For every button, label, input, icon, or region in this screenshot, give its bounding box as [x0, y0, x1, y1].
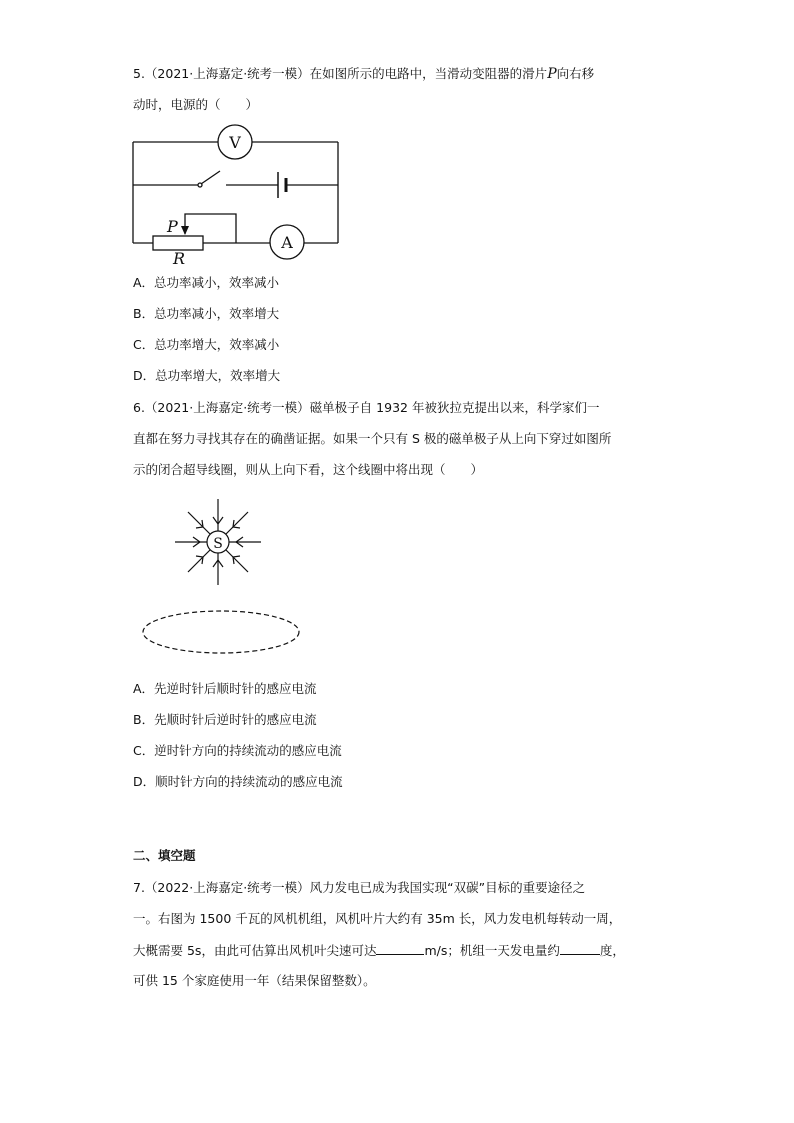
- q6-option-c[interactable]: C．逆时针方向的持续流动的感应电流: [133, 743, 342, 758]
- q6-option-a[interactable]: A．先逆时针后顺时针的感应电流: [133, 681, 317, 696]
- q6-monopole-diagram: [143, 499, 299, 653]
- answer-blank-energy[interactable]: [560, 942, 600, 955]
- q7-text-b: m/s；机组一天发电量约: [424, 943, 560, 958]
- superconducting-coil: [143, 611, 299, 653]
- resistor-label: R: [173, 249, 186, 268]
- q5-option-b[interactable]: B．总功率减小，效率增大: [133, 306, 280, 321]
- q5-option-d[interactable]: D．总功率增大，效率增大: [133, 368, 281, 383]
- field-line-sw: [188, 550, 210, 572]
- q7-stem-line1: 7.（2022·上海嘉定·统考一模）风力发电已成为我国实现“双碳”目标的重要途径之: [133, 880, 586, 895]
- q5-stem-text: 5.（2021·上海嘉定·统考一模）在如图所示的电路中，当滑动变阻器的滑片: [133, 66, 548, 81]
- q7-stem-line3: [133, 942, 625, 959]
- q5-option-c[interactable]: C．总功率增大，效率减小: [133, 337, 280, 352]
- voltmeter-label: V: [229, 133, 241, 152]
- slider-wire: [185, 214, 236, 243]
- rheostat-body: [153, 236, 203, 250]
- field-line-ne: [226, 512, 248, 534]
- q5-option-a[interactable]: A．总功率减小，效率减小: [133, 275, 280, 290]
- slider-symbol: P: [547, 66, 557, 82]
- field-line-nw: [188, 512, 210, 534]
- q5-stem-line2: 动时，电源的（ ）: [133, 97, 259, 112]
- q6-stem-line3: 示的闭合超导线圈，则从上向下看，这个线圈中将出现（ ）: [133, 462, 484, 477]
- q5-stem-text-end: 向右移: [556, 66, 595, 81]
- q6-stem-line1: 6.（2021·上海嘉定·统考一模）磁单极子自 1932 年被狄拉克提出以来，科学家们一: [133, 400, 600, 415]
- monopole-label: S: [213, 536, 223, 552]
- slider-arrow-icon: [181, 226, 189, 235]
- q7-text-c: 度，: [599, 943, 625, 958]
- slider-label: P: [167, 217, 178, 236]
- ammeter-label: A: [281, 233, 293, 252]
- field-line-se: [226, 550, 248, 572]
- q6-option-d[interactable]: D．顺时针方向的持续流动的感应电流: [133, 774, 343, 789]
- q6-option-b[interactable]: B．先顺时针后逆时针的感应电流: [133, 712, 317, 727]
- switch-blade: [201, 171, 220, 184]
- q6-stem-line2: 直都在努力寻找其存在的确凿证据。如果一个只有 S 极的磁单极子从上向下穿过如图所: [133, 431, 612, 446]
- answer-blank-speed[interactable]: [376, 942, 424, 955]
- q7-text-a: 大概需要 5s，由此可估算出风机叶尖速可达: [133, 943, 377, 958]
- q7-stem-line2: 一。右图为 1500 千瓦的风机机组，风机叶片大约有 35m 长，风力发电机每转动一周，: [133, 911, 622, 926]
- section-title: 二、填空题: [133, 848, 196, 863]
- q7-stem-line4: 可供 15 个家庭使用一年（结果保留整数）。: [133, 973, 376, 988]
